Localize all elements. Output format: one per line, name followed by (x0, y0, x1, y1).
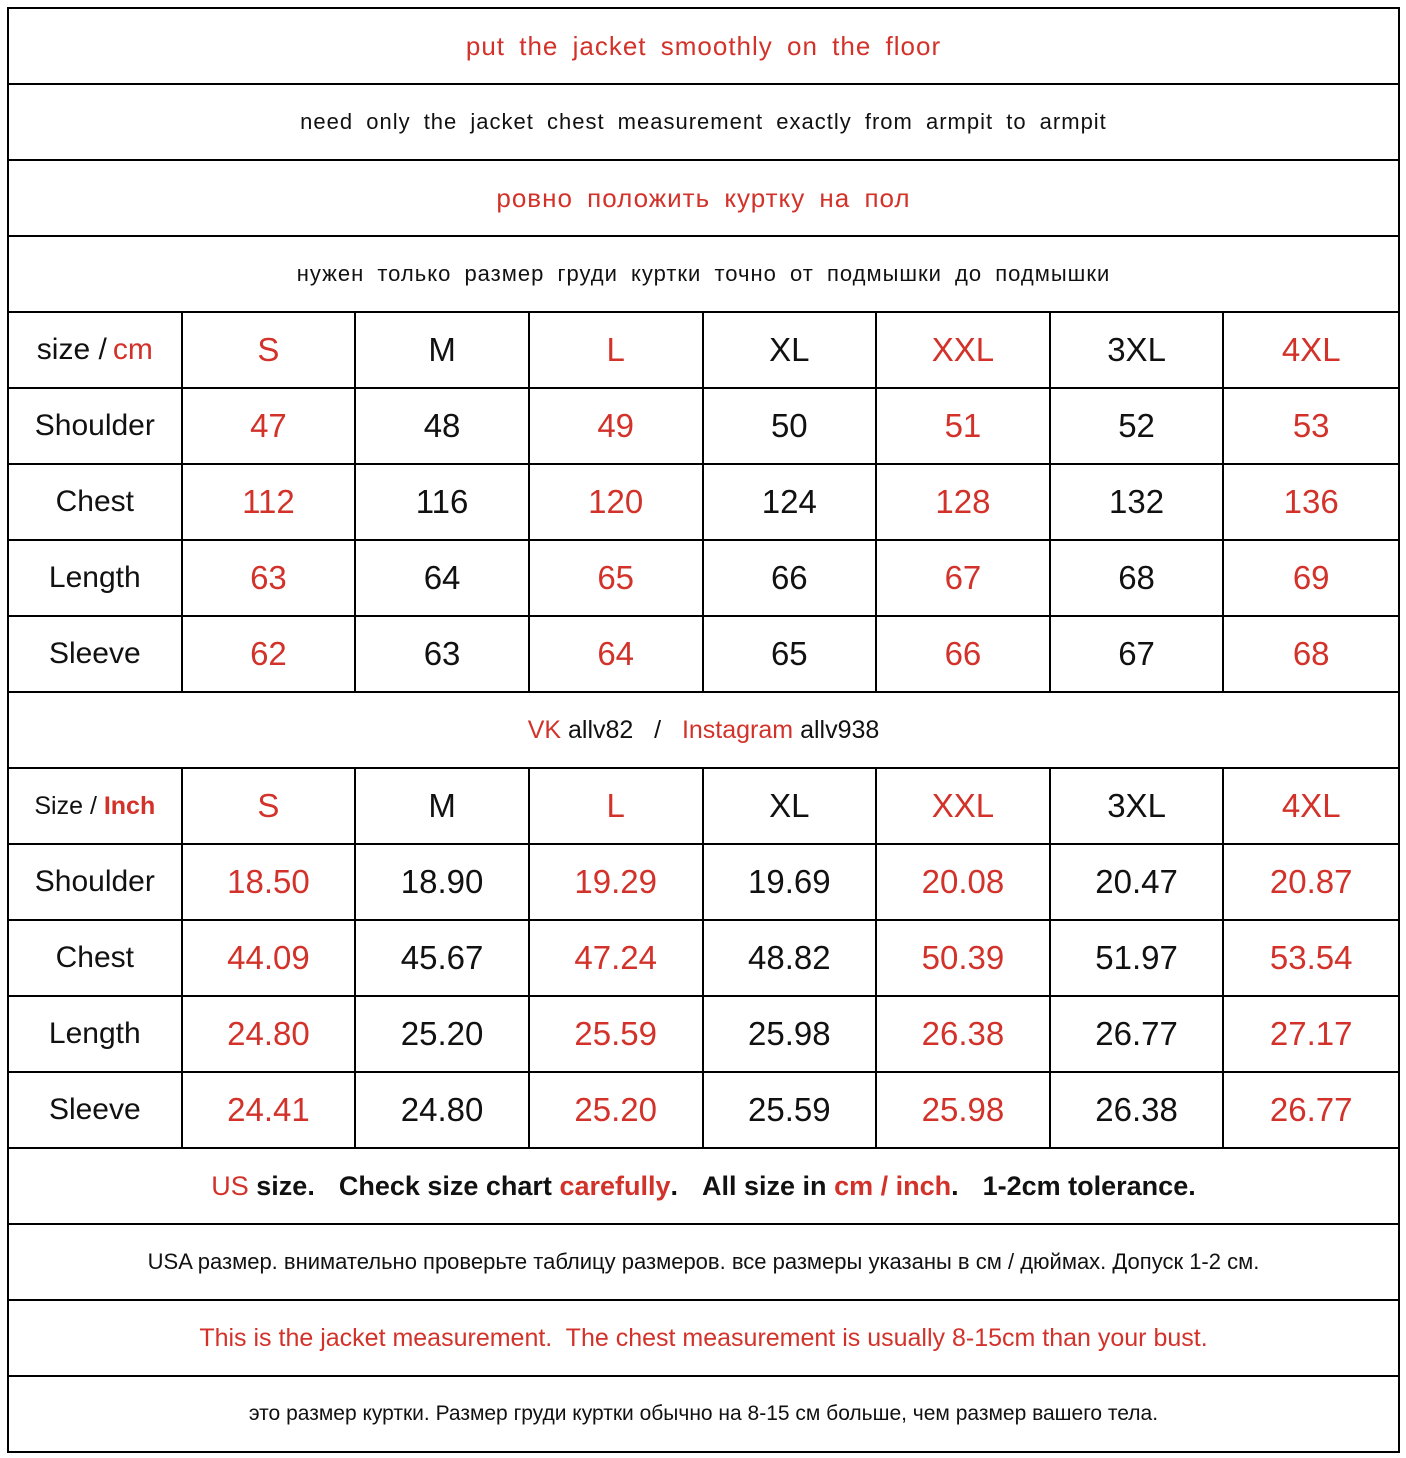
en-measure-text: This is the jacket measurement. The chest measurement is usually 8-15cm than your bust. (199, 1323, 1208, 1352)
cm-size-l: L (530, 313, 704, 387)
inch-value: 20.87 (1269, 863, 1353, 900)
instagram-handle: allv938 (793, 715, 880, 744)
inch-value: 53.54 (1269, 939, 1353, 976)
cm-value: 65 (530, 541, 704, 615)
cm-value: 124 (704, 465, 878, 539)
cm-value: 136 (1283, 483, 1339, 520)
inch-size-xl: XL (704, 769, 878, 843)
all-size-text: All size in (702, 1170, 835, 1201)
cm-size-4xl: 4XL (1281, 331, 1341, 368)
cm-value: 116 (356, 465, 530, 539)
cm-value: 48 (356, 389, 530, 463)
all-size-period: . (951, 1170, 959, 1201)
cm-value: 50 (704, 389, 878, 463)
cm-value: 67 (1051, 617, 1225, 691)
cm-value: 53 (1292, 407, 1330, 444)
inch-value: 25.20 (530, 1073, 704, 1147)
cm-value: 62 (183, 617, 357, 691)
cm-value: 47 (183, 389, 357, 463)
inch-value: 20.47 (1051, 845, 1225, 919)
inch-value: 25.59 (704, 1073, 878, 1147)
inch-row-label: Chest (9, 921, 183, 995)
inch-value: 27.17 (1269, 1015, 1353, 1052)
inch-value: 24.80 (356, 1073, 530, 1147)
inch-value: 48.82 (704, 921, 878, 995)
cm-table-header-row (9, 313, 1400, 389)
inch-row-label: Length (9, 997, 183, 1071)
instagram-label: Instagram (681, 715, 794, 744)
ru-notes-row (9, 1225, 1400, 1301)
inch-value: 25.98 (877, 1073, 1051, 1147)
inch-size-xxl: XXL (877, 769, 1051, 843)
cm-value: 67 (877, 541, 1051, 615)
cm-value: 68 (1292, 635, 1330, 672)
inch-value: 18.50 (183, 845, 357, 919)
inch-row-label: Shoulder (9, 845, 183, 919)
inch-value: 25.20 (356, 997, 530, 1071)
cm-value: 63 (356, 617, 530, 691)
inch-size-l: L (530, 769, 704, 843)
cm-header-label (9, 313, 183, 387)
cm-value: 69 (1292, 559, 1330, 596)
us-size-note-row (9, 1149, 1400, 1225)
cm-value: 52 (1051, 389, 1225, 463)
cm-row-sleeve (9, 617, 1400, 693)
instruction-en-title-row (9, 9, 1400, 85)
inch-value: 18.90 (356, 845, 530, 919)
instruction-ru-title-row (9, 161, 1400, 237)
inch-row-length (9, 997, 1400, 1073)
ru-measure-row (9, 1377, 1400, 1453)
cm-value: 128 (877, 465, 1051, 539)
inch-header-label (9, 769, 183, 843)
us-size-text: size. (248, 1170, 315, 1201)
inch-value: 47.24 (530, 921, 704, 995)
cm-row-label: Shoulder (9, 389, 183, 463)
instruction-ru-sub: нужен только размер груди куртки точно от подмышки до подмышки (296, 261, 1111, 286)
inch-size-m: M (356, 769, 530, 843)
cm-value: 63 (183, 541, 357, 615)
cm-row-shoulder (9, 389, 1400, 465)
inch-row-sleeve (9, 1073, 1400, 1149)
cm-row-label: Length (9, 541, 183, 615)
inch-row-label: Sleeve (9, 1073, 183, 1147)
size-chart-sheet (7, 7, 1400, 1453)
instruction-en-sub-row (9, 85, 1400, 161)
inch-value: 25.59 (530, 997, 704, 1071)
inch-value: 51.97 (1051, 921, 1225, 995)
cm-value: 132 (1051, 465, 1225, 539)
inch-value: 20.08 (877, 845, 1051, 919)
check-carefully: carefully (559, 1170, 671, 1201)
check-period: . (670, 1170, 679, 1201)
inch-size-4xl: 4XL (1281, 787, 1341, 824)
cm-value: 120 (530, 465, 704, 539)
inch-value: 25.98 (704, 997, 878, 1071)
inch-size-3xl: 3XL (1051, 769, 1225, 843)
cm-header-size-text: size / (36, 333, 107, 366)
cm-value: 49 (530, 389, 704, 463)
vk-handle: allv82 (561, 715, 634, 744)
inch-header-unit-text: Inch (103, 791, 156, 820)
ru-measure-text: это размер куртки. Размер груди куртки обычно на 8-15 см больше, чем размер вашего тела. (248, 1402, 1159, 1425)
instruction-ru-title: ровно положить куртку на пол (496, 182, 911, 213)
inch-value: 24.41 (183, 1073, 357, 1147)
all-size-units: cm / inch (834, 1170, 952, 1201)
check-text: Check size chart (338, 1170, 560, 1201)
cm-size-m: M (356, 313, 530, 387)
inch-row-chest (9, 921, 1400, 997)
en-measure-row (9, 1301, 1400, 1377)
inch-header-size-text: Size / (34, 791, 104, 820)
inch-value: 44.09 (183, 921, 357, 995)
inch-table-header-row (9, 769, 1400, 845)
cm-value: 66 (877, 617, 1051, 691)
cm-size-xl: XL (704, 313, 878, 387)
cm-value: 66 (704, 541, 878, 615)
instruction-ru-sub-row (9, 237, 1400, 313)
instruction-en-sub: need only the jacket chest measurement exactly from armpit to armpit (300, 109, 1107, 134)
cm-size-3xl: 3XL (1051, 313, 1225, 387)
vk-label: VK (527, 715, 562, 744)
inch-row-shoulder (9, 845, 1400, 921)
tolerance-text: 1-2cm tolerance. (982, 1170, 1196, 1201)
cm-value: 65 (704, 617, 878, 691)
inch-value: 19.69 (704, 845, 878, 919)
ru-notes-text: USA размер. внимательно проверьте таблицу размеров. все размеры указаны в см / дюймах. Допуск 1-2 см. (147, 1249, 1260, 1274)
cm-row-length (9, 541, 1400, 617)
cm-value: 64 (530, 617, 704, 691)
inch-value: 26.38 (1051, 1073, 1225, 1147)
cm-value: 68 (1051, 541, 1225, 615)
social-row (9, 693, 1400, 769)
inch-value: 26.77 (1269, 1091, 1353, 1128)
inch-value: 19.29 (530, 845, 704, 919)
inch-value: 24.80 (183, 997, 357, 1071)
cm-row-label: Sleeve (9, 617, 183, 691)
inch-value: 50.39 (877, 921, 1051, 995)
us-label: US (211, 1170, 249, 1201)
cm-row-label: Chest (9, 465, 183, 539)
cm-size-s: S (183, 313, 357, 387)
cm-row-chest (9, 465, 1400, 541)
inch-value: 26.77 (1051, 997, 1225, 1071)
cm-header-unit-text: cm (112, 333, 153, 366)
inch-size-s: S (183, 769, 357, 843)
inch-value: 45.67 (356, 921, 530, 995)
inch-value: 26.38 (877, 997, 1051, 1071)
instruction-en-title: put the jacket smoothly on the floor (465, 30, 942, 61)
social-separator: / (633, 715, 682, 744)
cm-value: 51 (877, 389, 1051, 463)
cm-value: 64 (356, 541, 530, 615)
cm-size-xxl: XXL (877, 313, 1051, 387)
cm-value: 112 (183, 465, 357, 539)
